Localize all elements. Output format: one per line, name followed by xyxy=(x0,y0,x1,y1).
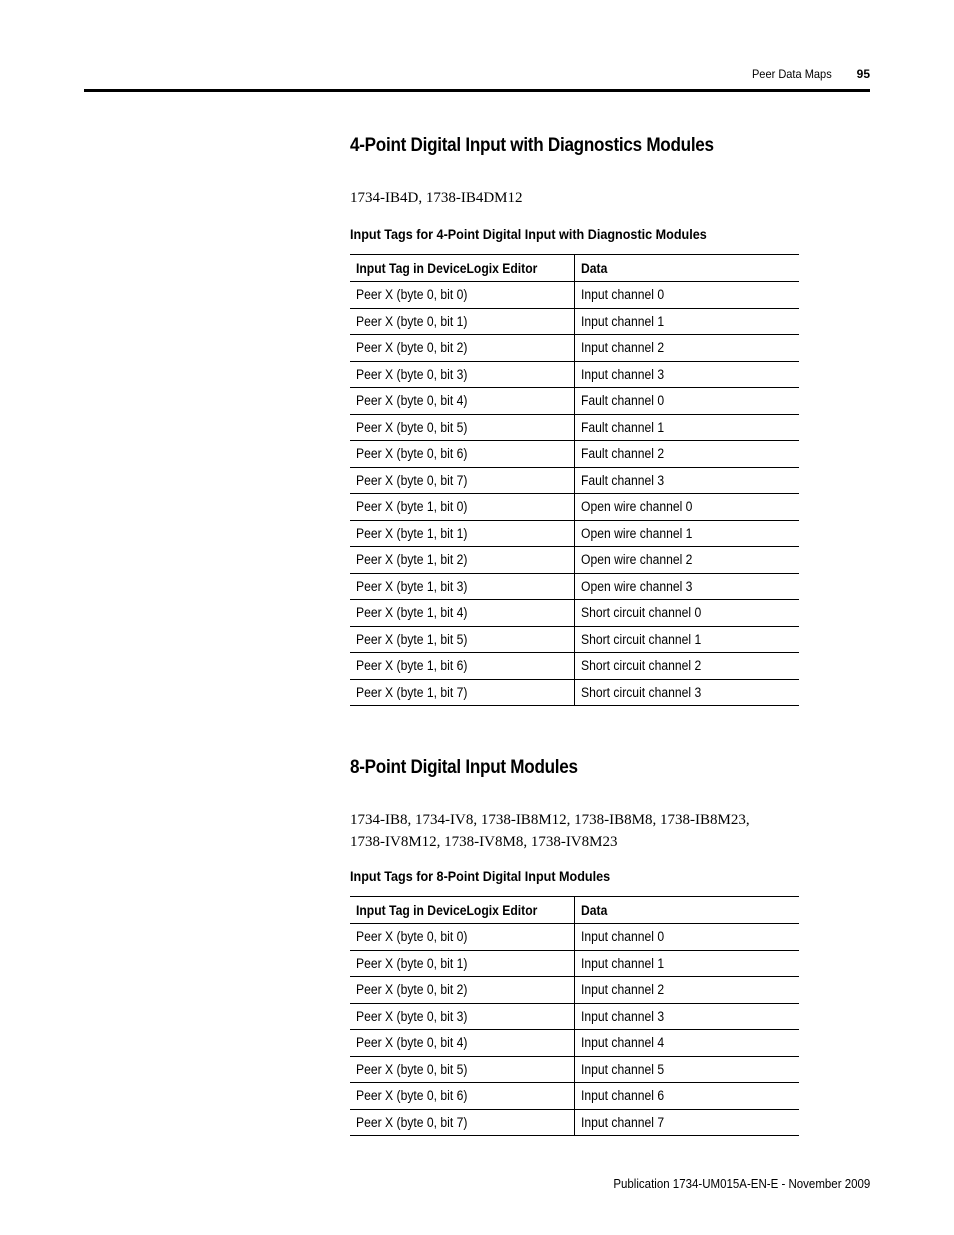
cell-input-tag: Peer X (byte 0, bit 5) xyxy=(350,1056,575,1083)
header-rule xyxy=(84,89,870,92)
table-row xyxy=(350,467,799,494)
cell-input-tag: Peer X (byte 1, bit 4) xyxy=(350,600,575,627)
cell-input-tag: Peer X (byte 0, bit 6) xyxy=(350,1083,575,1110)
cell-data: Input channel 5 xyxy=(575,1056,800,1083)
table-row xyxy=(350,653,799,680)
cell-data: Fault channel 2 xyxy=(575,441,800,468)
cell-input-tag: Peer X (byte 0, bit 2) xyxy=(350,977,575,1004)
cell-data: Fault channel 0 xyxy=(575,388,800,415)
cell-data: Input channel 4 xyxy=(575,1030,800,1057)
section-heading-4pt: 4-Point Digital Input with Diagnostics Modules xyxy=(350,135,714,156)
cell-input-tag: Peer X (byte 0, bit 4) xyxy=(350,1030,575,1057)
cell-data: Input channel 3 xyxy=(575,1003,800,1030)
cell-input-tag: Peer X (byte 0, bit 7) xyxy=(350,467,575,494)
column-header-tag: Input Tag in DeviceLogix Editor xyxy=(350,897,575,924)
cell-input-tag: Peer X (byte 0, bit 5) xyxy=(350,414,575,441)
cell-data: Open wire channel 1 xyxy=(575,520,800,547)
table-row xyxy=(350,494,799,521)
cell-data: Input channel 0 xyxy=(575,282,800,309)
models-8pt-line2: 1738-IV8M12, 1738-IV8M8, 1738-IV8M23 xyxy=(350,834,618,850)
cell-data: Short circuit channel 3 xyxy=(575,679,800,706)
table-row xyxy=(350,950,799,977)
table-row xyxy=(350,308,799,335)
table-row xyxy=(350,977,799,1004)
table-row xyxy=(350,441,799,468)
models-8pt xyxy=(350,809,800,853)
column-header-data: Data xyxy=(575,255,800,282)
cell-input-tag: Peer X (byte 1, bit 7) xyxy=(350,679,575,706)
column-header-data: Data xyxy=(575,897,800,924)
input-tags-table-8pt xyxy=(350,896,799,1136)
table-body-4pt xyxy=(350,282,799,706)
cell-data: Input channel 2 xyxy=(575,977,800,1004)
cell-input-tag: Peer X (byte 0, bit 3) xyxy=(350,1003,575,1030)
cell-data: Short circuit channel 1 xyxy=(575,626,800,653)
table-row xyxy=(350,1056,799,1083)
cell-data: Short circuit channel 0 xyxy=(575,600,800,627)
cell-data: Input channel 7 xyxy=(575,1109,800,1136)
table-row xyxy=(350,1003,799,1030)
table-row xyxy=(350,679,799,706)
table-row xyxy=(350,335,799,362)
cell-input-tag: Peer X (byte 1, bit 3) xyxy=(350,573,575,600)
cell-data: Open wire channel 0 xyxy=(575,494,800,521)
table-body-8pt xyxy=(350,924,799,1136)
table-row xyxy=(350,1030,799,1057)
table-row xyxy=(350,388,799,415)
cell-data: Fault channel 3 xyxy=(575,467,800,494)
table-row xyxy=(350,361,799,388)
cell-input-tag: Peer X (byte 0, bit 3) xyxy=(350,361,575,388)
cell-input-tag: Peer X (byte 1, bit 1) xyxy=(350,520,575,547)
models-8pt-line1: 1734-IB8, 1734-IV8, 1738-IB8M12, 1738-IB8M8, 1738-IB8M23, xyxy=(350,812,750,828)
table-caption-4pt: Input Tags for 4-Point Digital Input with Diagnostic Modules xyxy=(350,226,707,242)
publication-footer: Publication 1734-UM015A-EN-E - November 2009 xyxy=(613,1177,870,1191)
cell-data: Input channel 3 xyxy=(575,361,800,388)
table-row xyxy=(350,547,799,574)
cell-data: Fault channel 1 xyxy=(575,414,800,441)
cell-input-tag: Peer X (byte 0, bit 4) xyxy=(350,388,575,415)
table-row xyxy=(350,573,799,600)
models-4pt: 1734-IB4D, 1738-IB4DM12 xyxy=(350,190,523,206)
table-row xyxy=(350,924,799,951)
cell-data: Input channel 6 xyxy=(575,1083,800,1110)
cell-data: Short circuit channel 2 xyxy=(575,653,800,680)
cell-input-tag: Peer X (byte 0, bit 2) xyxy=(350,335,575,362)
input-tags-table-4pt xyxy=(350,254,799,706)
table-row xyxy=(350,414,799,441)
cell-data: Input channel 0 xyxy=(575,924,800,951)
header-section-title: Peer Data Maps xyxy=(752,67,832,81)
cell-input-tag: Peer X (byte 0, bit 6) xyxy=(350,441,575,468)
cell-input-tag: Peer X (byte 0, bit 0) xyxy=(350,924,575,951)
page-number: 95 xyxy=(856,67,870,81)
cell-input-tag: Peer X (byte 0, bit 1) xyxy=(350,308,575,335)
cell-input-tag: Peer X (byte 1, bit 5) xyxy=(350,626,575,653)
table-row xyxy=(350,626,799,653)
page-header xyxy=(84,64,870,84)
cell-input-tag: Peer X (byte 1, bit 0) xyxy=(350,494,575,521)
column-header-tag: Input Tag in DeviceLogix Editor xyxy=(350,255,575,282)
table-header-row xyxy=(350,897,799,924)
cell-data: Open wire channel 3 xyxy=(575,573,800,600)
table-row xyxy=(350,600,799,627)
table-caption-8pt: Input Tags for 8-Point Digital Input Modules xyxy=(350,868,611,884)
cell-data: Input channel 2 xyxy=(575,335,800,362)
table-row xyxy=(350,1109,799,1136)
cell-data: Input channel 1 xyxy=(575,308,800,335)
cell-input-tag: Peer X (byte 1, bit 6) xyxy=(350,653,575,680)
cell-input-tag: Peer X (byte 0, bit 1) xyxy=(350,950,575,977)
cell-input-tag: Peer X (byte 0, bit 7) xyxy=(350,1109,575,1136)
table-row xyxy=(350,282,799,309)
section-heading-8pt: 8-Point Digital Input Modules xyxy=(350,757,578,778)
cell-input-tag: Peer X (byte 0, bit 0) xyxy=(350,282,575,309)
cell-input-tag: Peer X (byte 1, bit 2) xyxy=(350,547,575,574)
table-header-row xyxy=(350,255,799,282)
table-row xyxy=(350,520,799,547)
cell-data: Input channel 1 xyxy=(575,950,800,977)
cell-data: Open wire channel 2 xyxy=(575,547,800,574)
table-row xyxy=(350,1083,799,1110)
